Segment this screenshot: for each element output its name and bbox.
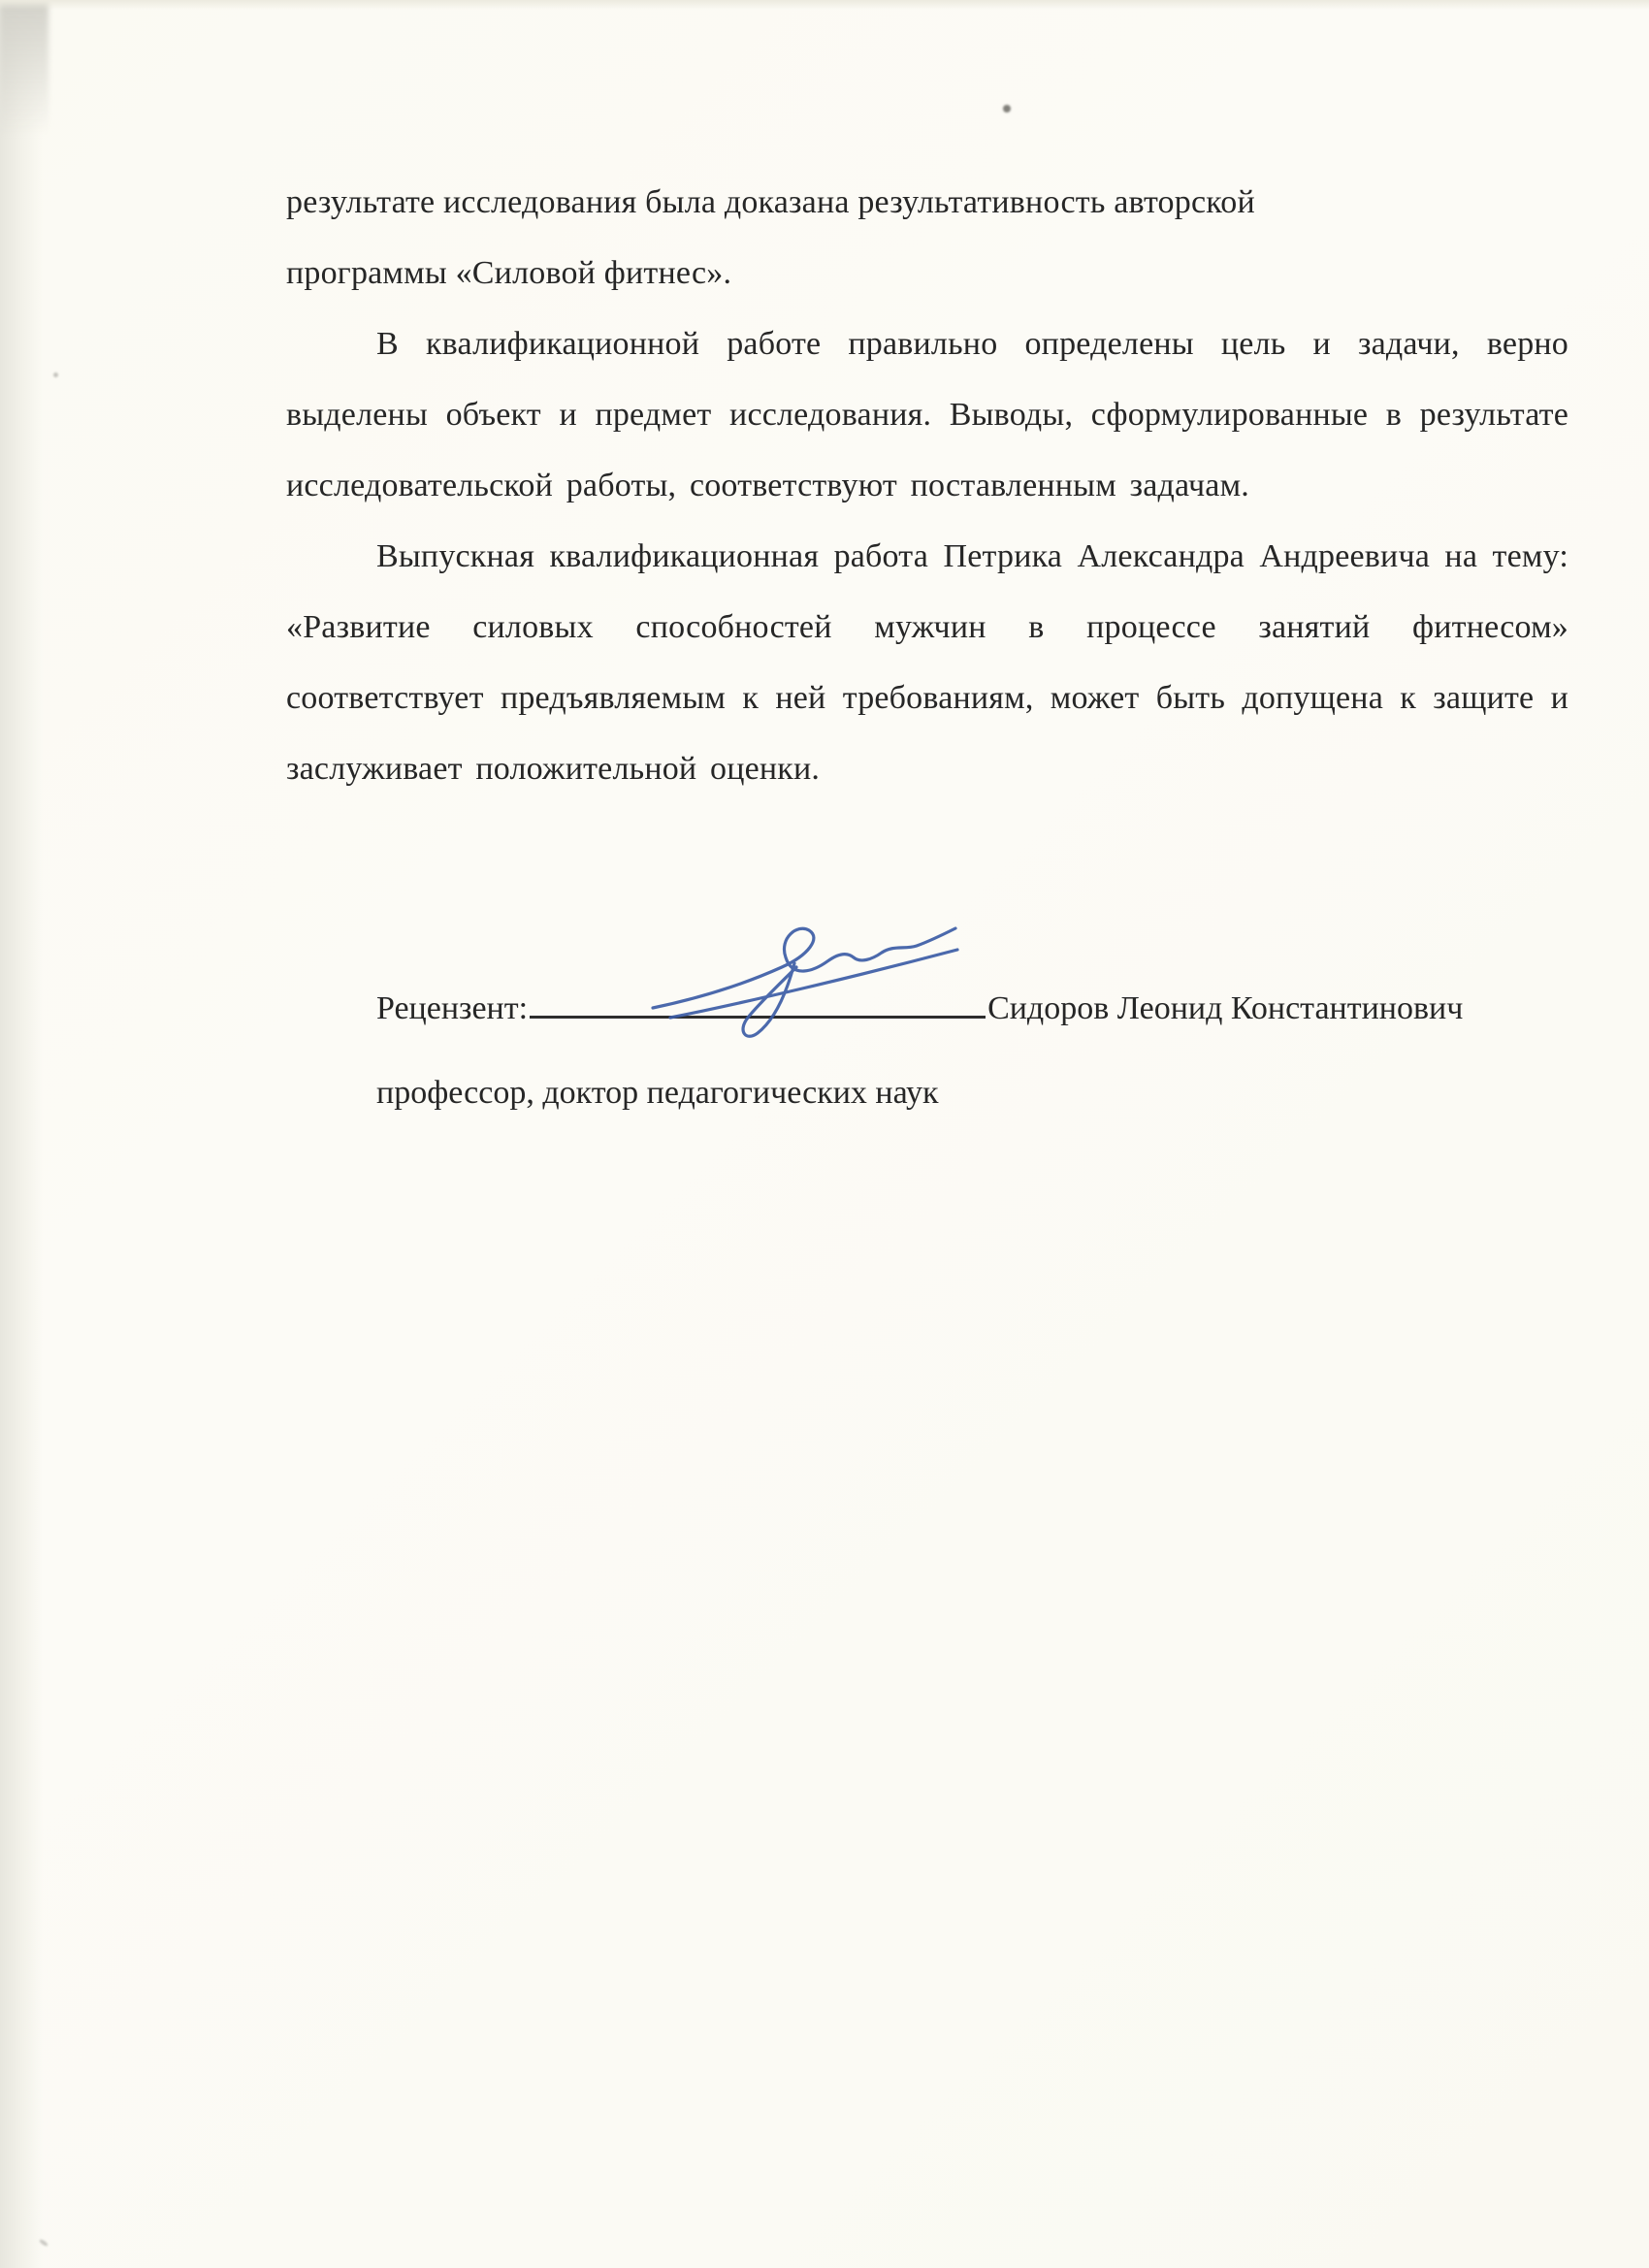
signature-section: [376, 973, 1463, 1128]
scan-edge-shadow: [0, 0, 43, 2268]
document-text: [286, 167, 1568, 804]
paragraph: В квалификационной работе правильно определены цель и задачи, верно выделены объект и предмет исследования. Выводы, сформулированные в результате исследовательской работы, соответствуют поставленным задачам.: [286, 326, 1568, 503]
reviewer-row: [376, 973, 1463, 1044]
scan-speck: [1003, 105, 1011, 113]
handwritten-signature: [641, 909, 961, 1054]
scan-top-edge: [0, 0, 1649, 10]
text-line: результате исследования была доказана результативность авторской: [286, 184, 1255, 220]
reviewer-label: Рецензент:: [376, 990, 529, 1026]
reviewer-credentials: профессор, доктор педагогических наук: [376, 1075, 939, 1111]
text-line: программы «Силовой фитнес».: [286, 255, 732, 291]
paragraph: Выпускная квалификационная работа Петрика Александра Андреевича на тему: «Развитие силовых способностей мужчин в процессе занятий фитнесом» соответствует предъявляемым к ней требованиям, может быть допущена к защите и заслуживает положительной оценки.: [286, 538, 1568, 787]
signature-line: [530, 1008, 986, 1019]
reviewer-name: Сидоров Леонид Константинович: [987, 990, 1464, 1026]
paragraph-continued: [286, 167, 1568, 308]
scan-corner-shadow: [0, 0, 48, 136]
scan-speck: [53, 373, 58, 377]
